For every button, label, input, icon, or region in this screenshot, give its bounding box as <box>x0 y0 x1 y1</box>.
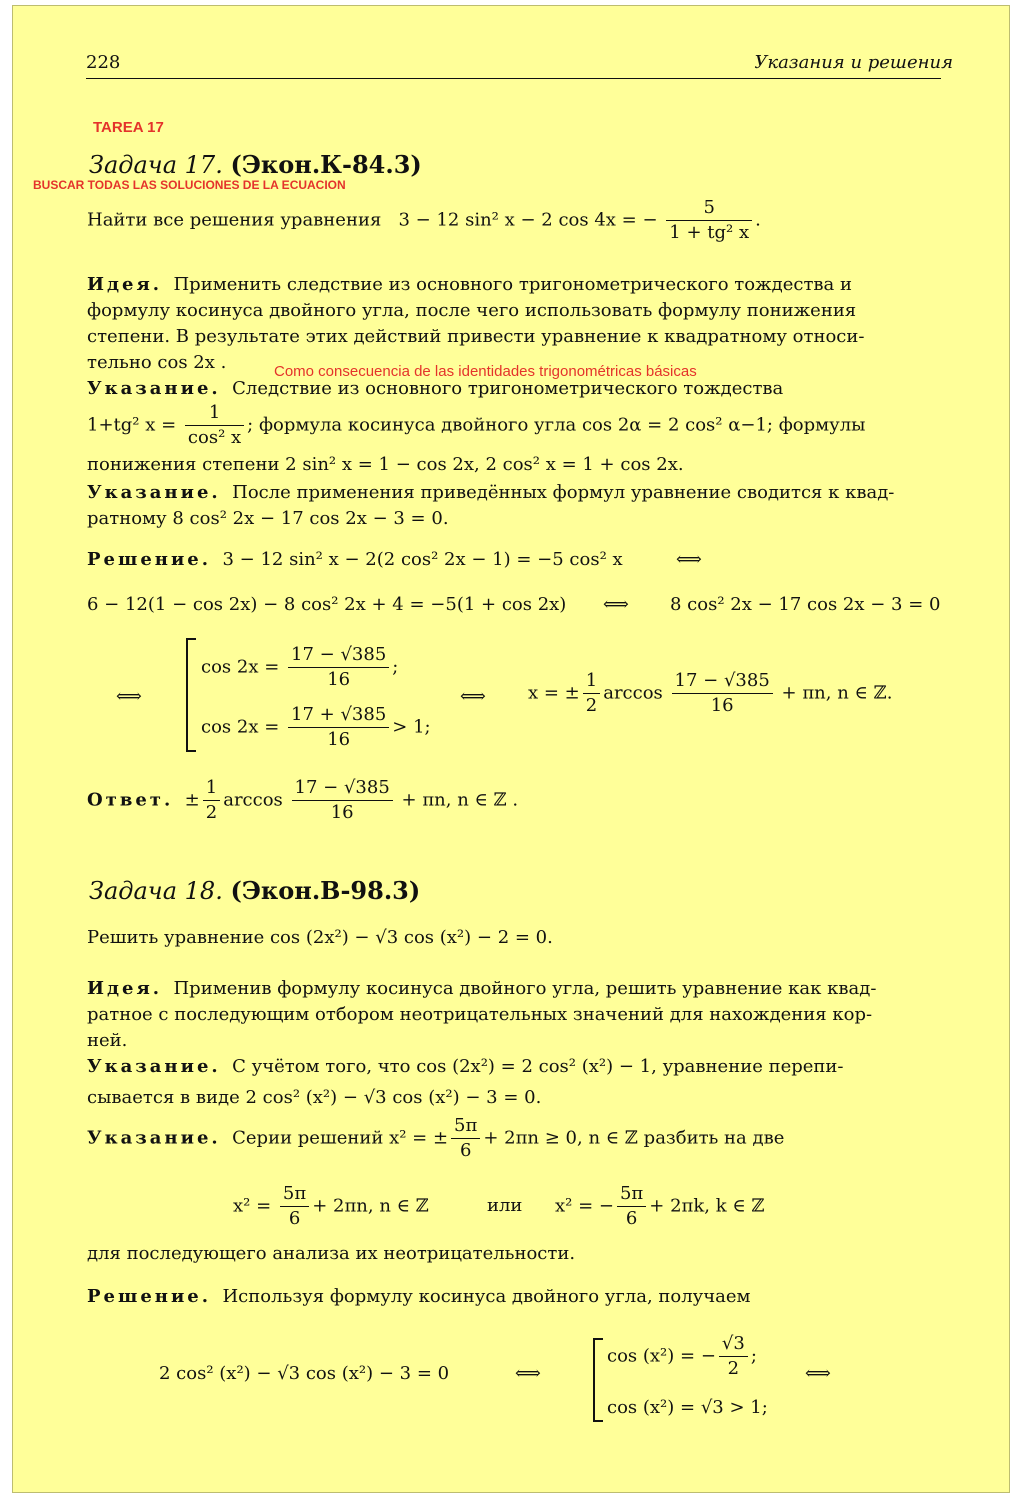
solution-label: Решение. <box>87 549 212 570</box>
series-prefix: x² = − <box>555 1195 614 1217</box>
task18-idea-line2: ратное с последующим отбором неотрицательных значений для нахождения кор- <box>87 1004 873 1025</box>
system-lhs: cos (x²) = − <box>607 1345 716 1367</box>
series-suffix: + 2πn, n ∈ ℤ <box>312 1195 429 1217</box>
task17-idea-line4: тельно cos 2x . <box>87 352 227 373</box>
task17-idea-line1 <box>87 274 852 296</box>
header-rule <box>86 78 941 79</box>
task17-idea-line2: формулу косинуса двойного угла, после чего использовать формулу понижения <box>87 300 857 321</box>
idea-text: Применив формулу косинуса двойного угла, решить уравнение как квад- <box>173 978 877 999</box>
annotation-consecuencia: Como consecuencia de las identidades trigonométricas básicas <box>274 363 697 380</box>
task18-idea-line1 <box>87 978 876 1000</box>
hint-label: Указание. <box>87 1127 221 1149</box>
fraction-numerator: 1 <box>585 670 598 691</box>
hint-label: Указание. <box>87 1056 221 1077</box>
task18-analysis: для последующего анализа их неотрицательности. <box>87 1243 576 1264</box>
fraction-denominator: 6 <box>617 1206 646 1231</box>
fraction-numerator: 5π <box>454 1115 478 1136</box>
arccos-label: arccos <box>223 789 283 811</box>
iff-symbol: ⟺ <box>460 686 486 707</box>
series-fraction <box>617 1182 646 1231</box>
task17-idea-line3: степени. В результате этих действий привести уравнение к квадратному относи- <box>87 326 865 347</box>
statement-label: Найти все решения уравнения <box>87 209 382 231</box>
task18-title <box>89 876 420 905</box>
task18-title-prefix: Задача 18. <box>89 877 223 905</box>
task18-solution <box>87 1286 751 1308</box>
series-or: или <box>487 1195 523 1216</box>
task18-statement: Решить уравнение cos (2x²) − √3 cos (x²) − 2 = 0. <box>87 927 553 948</box>
hint-text: Следствие из основного тригонометрического тождества <box>232 378 784 399</box>
fraction-denominator: 6 <box>451 1138 480 1163</box>
result-fraction <box>672 669 773 718</box>
answer-tail: + πn, n ∈ ℤ . <box>401 789 519 811</box>
half-fraction <box>583 669 600 718</box>
iff-symbol: ⟺ <box>676 549 702 570</box>
fraction-numerator: 5 <box>703 197 715 218</box>
fraction-denominator: 2 <box>583 693 600 718</box>
fraction-numerator: √3 <box>721 1333 745 1354</box>
system-bracket <box>186 638 196 752</box>
task18-title-code: (Экон.В-98.3) <box>230 876 421 905</box>
formula-rest: ; формула косинуса двойного угла cos 2α = 2 cos² α−1; формулы <box>247 414 866 436</box>
idea-text: Применить следствие из основного тригонометрического тождества и <box>173 274 852 295</box>
solution-label: Решение. <box>87 1286 212 1307</box>
hint2-prefix: Серии решений x² = ± <box>232 1127 449 1149</box>
task17-hint1-formula <box>87 401 866 450</box>
hint2-fraction <box>451 1114 480 1163</box>
hint-label: Указание. <box>87 482 221 503</box>
task18-idea-line3: ней. <box>87 1030 128 1051</box>
system-tail: ; <box>392 656 399 678</box>
solution-text: Используя формулу косинуса двойного угла, получаем <box>222 1286 751 1307</box>
system-fraction <box>719 1332 748 1381</box>
task17-statement: Найти все решения уравнения 3 − 12 sin² x − 2 cos 4x = − $\frac{5}{\text{1 + tg² x}}$ . <box>87 197 761 243</box>
task17-result <box>528 669 892 718</box>
task18-final-left: 2 cos² (x²) − √3 cos (x²) − 3 = 0 <box>159 1363 450 1384</box>
fraction-numerator: 1 <box>205 777 218 798</box>
task18-hint2 <box>87 1114 784 1163</box>
fraction-numerator: 5π <box>282 1183 307 1204</box>
hint1-fraction <box>185 401 244 450</box>
iff-symbol: ⟺ <box>515 1363 541 1384</box>
hint-text: После применения приведённых формул уравнение сводится к квад- <box>232 482 895 503</box>
fraction-denominator: 16 <box>288 667 389 692</box>
iff-symbol: ⟺ <box>603 594 629 615</box>
system-row-2 <box>201 703 431 752</box>
system-tail: ; <box>750 1345 757 1367</box>
task17-hint2-line2: ратному 8 cos² 2x − 17 cos 2x − 3 = 0. <box>87 508 449 529</box>
fraction-denominator: 2 <box>203 800 220 825</box>
page-number: 228 <box>86 52 121 73</box>
task17-hint1-line3: понижения степени 2 sin² x = 1 − cos 2x, 2 cos² x = 1 + cos 2x. <box>87 454 684 475</box>
series-fraction <box>280 1182 309 1231</box>
task18-series-2 <box>555 1182 765 1231</box>
task18-hint1-line2: сывается в виде 2 cos² (x²) − √3 cos (x²) − 3 = 0. <box>87 1087 542 1108</box>
answer-label: Ответ. <box>87 789 174 811</box>
textbook-page <box>12 5 1010 1493</box>
fraction-denominator: 2 <box>719 1356 748 1381</box>
task18-system-row-1 <box>607 1332 757 1381</box>
task17-solution-line1 <box>87 549 623 571</box>
section-title: Указания и решения <box>754 52 953 73</box>
equation-fraction <box>666 196 752 245</box>
task17-title-prefix: Задача 17. <box>89 151 223 179</box>
system-tail: > 1; <box>392 716 431 738</box>
task17-title <box>89 150 422 179</box>
hint-label: Указание. <box>87 378 221 399</box>
idea-label: Идея. <box>87 274 163 295</box>
system-row-1 <box>201 643 398 692</box>
task17-title-code: (Экон.К-84.3) <box>230 150 422 179</box>
equation-left: 3 − 12 sin² x − 2 cos 4x = − <box>398 209 658 231</box>
fraction-numerator: 17 − √385 <box>674 670 770 691</box>
annotation-buscar: BUSCAR TODAS LAS SOLUCIONES DE LA ECUACION <box>33 178 346 192</box>
annotation-tarea: TAREA 17 <box>93 119 164 136</box>
fraction-numerator: 17 − √385 <box>291 644 387 665</box>
result-prefix: x = ± <box>528 682 580 704</box>
arccos-label: arccos <box>603 682 663 704</box>
half-fraction <box>203 776 220 825</box>
answer-fraction <box>292 776 393 825</box>
task18-system-row-2: cos (x²) = √3 > 1; <box>607 1397 768 1418</box>
fraction-numerator: 17 − √385 <box>294 777 390 798</box>
task17-answer <box>87 776 518 825</box>
system-lhs: cos 2x = <box>201 656 280 678</box>
task17-hint2-line1 <box>87 482 894 504</box>
fraction-denominator: 6 <box>280 1206 309 1231</box>
system-fraction <box>288 643 389 692</box>
fraction-denominator: cos² x <box>185 425 244 450</box>
fraction-denominator: 16 <box>292 800 393 825</box>
series-suffix: + 2πk, k ∈ ℤ <box>649 1195 765 1217</box>
task18-series-1 <box>233 1182 429 1231</box>
iff-symbol: ⟺ <box>805 1363 831 1384</box>
task17-solution-line2-right: 8 cos² 2x − 17 cos 2x − 3 = 0 <box>670 594 941 615</box>
hint-text: С учётом того, что cos (2x²) = 2 cos² (x²) − 1, уравнение перепи- <box>232 1056 844 1077</box>
answer-prefix: ± <box>184 789 200 811</box>
formula-left: 1+tg² x = <box>87 414 177 436</box>
fraction-numerator: 1 <box>208 402 221 423</box>
idea-label: Идея. <box>87 978 163 999</box>
system-bracket <box>593 1338 603 1422</box>
series-prefix: x² = <box>233 1195 272 1217</box>
fraction-denominator: 16 <box>672 693 773 718</box>
task17-hint1-line1 <box>87 378 783 400</box>
solution-equation: 3 − 12 sin² x − 2(2 cos² 2x − 1) = −5 cos² x <box>222 549 623 570</box>
fraction-numerator: 17 + √385 <box>291 704 387 725</box>
system-fraction <box>288 703 389 752</box>
system-lhs: cos 2x = <box>201 716 280 738</box>
fraction-numerator: 5π <box>619 1183 644 1204</box>
result-tail: + πn, n ∈ ℤ. <box>781 682 893 704</box>
iff-symbol: ⟺ <box>116 686 142 707</box>
hint2-suffix: + 2πn ≥ 0, n ∈ ℤ разбить на две <box>483 1127 785 1149</box>
fraction-denominator: 16 <box>288 727 389 752</box>
task17-solution-line2-left: 6 − 12(1 − cos 2x) − 8 cos² 2x + 4 = −5(1 + cos 2x) <box>87 594 567 615</box>
fraction-denominator: 1 + tg² x <box>666 220 752 245</box>
task18-hint1-line1 <box>87 1056 843 1078</box>
